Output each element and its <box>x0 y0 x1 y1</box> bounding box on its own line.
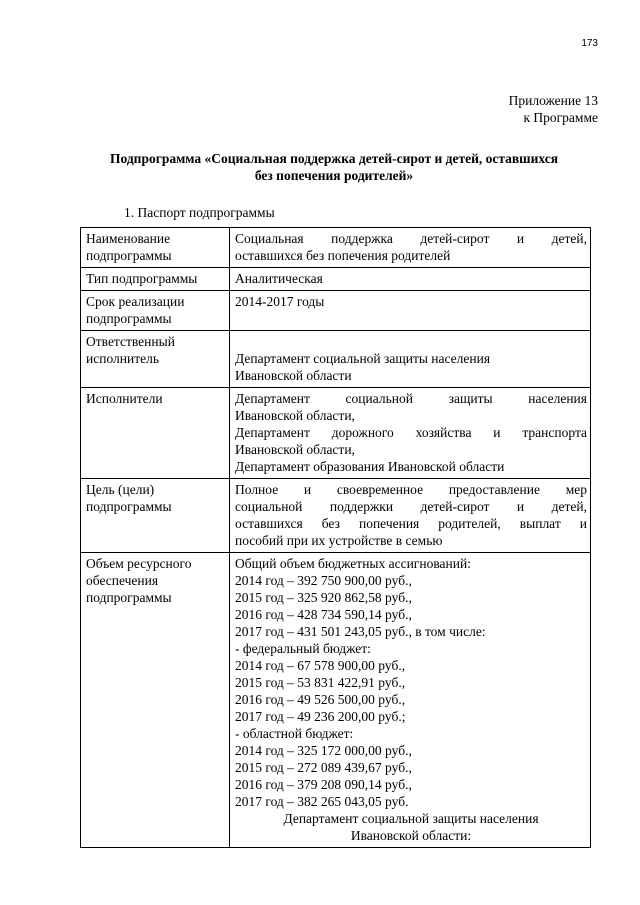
label-line: Объем ресурсного <box>86 556 192 571</box>
dept-line: Департамент социальной защиты населения <box>283 811 539 826</box>
value-line: 2017 год – 431 501 243,05 руб., в том числе: <box>235 624 486 639</box>
label-line: Наименование <box>86 231 171 246</box>
appendix-line-2: к Программе <box>523 110 598 125</box>
section-heading: 1. Паспорт подпрограммы <box>124 205 275 220</box>
value-line: Общий объем бюджетных ассигнований: <box>235 556 471 571</box>
value-cell <box>230 291 591 331</box>
value-line: Ивановской области, <box>235 408 355 423</box>
blank-line <box>235 333 587 350</box>
label-line: подпрограммы <box>86 248 172 263</box>
table-row-executors <box>81 388 591 479</box>
label-line: исполнитель <box>86 351 159 366</box>
value-line: 2014 год – 67 578 900,00 руб., <box>235 658 406 673</box>
label-line: Тип подпрограммы <box>86 271 198 286</box>
label-line: Исполнители <box>86 391 163 406</box>
value-line: оставшихся без попечения родителей, выплат и <box>235 516 587 531</box>
value-line: Департамент социальной защиты населения <box>235 391 587 406</box>
table-row-funding <box>81 553 591 848</box>
value-line: 2017 год – 49 236 200,00 руб.; <box>235 709 406 724</box>
label-cell <box>81 553 230 848</box>
value-cell <box>230 388 591 479</box>
label-line: подпрограммы <box>86 499 172 514</box>
title-line-2: без попечения родителей» <box>254 168 414 183</box>
label-cell <box>81 388 230 479</box>
value-cell <box>230 331 591 388</box>
table-row-goal <box>81 479 591 553</box>
value-line: 2014 год – 392 750 900,00 руб., <box>235 573 412 588</box>
value-cell <box>230 268 591 291</box>
value-cell <box>230 479 591 553</box>
label-cell <box>81 331 230 388</box>
value-line: Ивановской области, <box>235 442 355 457</box>
value-line: - областной бюджет: <box>235 726 354 741</box>
value-line: 2014-2017 годы <box>235 294 325 309</box>
page-number: 173 <box>581 38 598 49</box>
value-line: - федеральный бюджет: <box>235 641 371 656</box>
value-line: Департамент образования Ивановской области <box>235 459 505 474</box>
label-line: подпрограммы <box>86 590 172 605</box>
appendix-line-1: Приложение 13 <box>508 93 598 108</box>
value-line: 2017 год – 382 265 043,05 руб. <box>235 794 409 809</box>
value-line: Социальная поддержка детей-сирот и детей, <box>235 231 587 246</box>
value-cell <box>230 553 591 848</box>
label-line: Срок реализации <box>86 294 185 309</box>
value-line: Аналитическая <box>235 271 323 286</box>
value-line: Полное и своевременное предоставление мер <box>235 482 587 497</box>
value-line: 2016 год – 49 526 500,00 руб., <box>235 692 406 707</box>
value-line: пособий при их устройстве в семью <box>235 533 443 548</box>
label-cell <box>81 479 230 553</box>
value-line: Департамент социальной защиты населения <box>235 351 491 366</box>
table-row-period <box>81 291 591 331</box>
value-line: 2015 год – 325 920 862,58 руб., <box>235 590 412 605</box>
value-line: оставшихся без попечения родителей <box>235 248 451 263</box>
value-line: 2016 год – 379 208 090,14 руб., <box>235 777 412 792</box>
value-line: Департамент дорожного хозяйства и транспорта <box>235 425 587 440</box>
value-cell <box>230 228 591 268</box>
label-line: обеспечения <box>86 573 159 588</box>
label-line: подпрограммы <box>86 311 172 326</box>
title-line-1: Подпрограмма «Социальная поддержка детей-сирот и детей, оставшихся <box>109 151 559 166</box>
dept-line: Ивановской области: <box>350 828 472 843</box>
table-row-type <box>81 268 591 291</box>
value-line: Ивановской области <box>235 368 352 383</box>
value-line: 2014 год – 325 172 000,00 руб., <box>235 743 412 758</box>
subprogram-title <box>80 150 588 184</box>
value-line: 2016 год – 428 734 590,14 руб., <box>235 607 412 622</box>
value-line: 2015 год – 272 089 439,67 руб., <box>235 760 412 775</box>
table-row-responsible <box>81 331 591 388</box>
label-cell <box>81 228 230 268</box>
label-line: Цель (цели) <box>86 482 155 497</box>
table-row-name <box>81 228 591 268</box>
label-line: Ответственный <box>86 334 175 349</box>
label-cell <box>81 268 230 291</box>
passport-table <box>80 227 591 848</box>
value-line: социальной поддержки детей-сирот и детей, <box>235 499 587 514</box>
value-line: 2015 год – 53 831 422,91 руб., <box>235 675 406 690</box>
label-cell <box>81 291 230 331</box>
appendix-note <box>509 92 598 126</box>
